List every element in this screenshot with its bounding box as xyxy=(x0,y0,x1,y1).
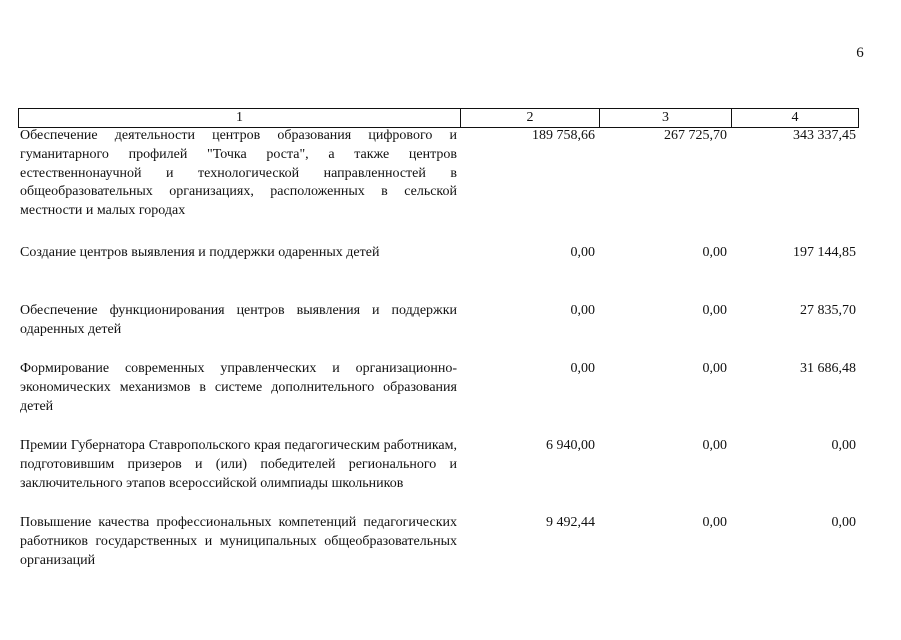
row-value-col2: 9 492,44 xyxy=(546,515,595,530)
row-value-col2: 6 940,00 xyxy=(546,438,595,453)
row-value-col3: 0,00 xyxy=(702,515,727,530)
table-row xyxy=(18,127,858,221)
row-description: Создание центров выявления и поддержки одаренных детей xyxy=(20,245,380,260)
row-description: Формирование современных управленческих и организационно-экономических механизмов в системе дополнительного образования детей xyxy=(20,361,457,414)
row-value-col2: 0,00 xyxy=(570,245,595,260)
page-number: 6 xyxy=(856,45,864,61)
table-header-row xyxy=(18,108,859,128)
row-value-col4: 343 337,45 xyxy=(793,128,856,143)
row-value-col4: 0,00 xyxy=(831,438,856,453)
table-row xyxy=(18,302,858,340)
row-value-col4: 0,00 xyxy=(831,515,856,530)
header-cell-3: 3 xyxy=(600,109,732,127)
header-cell-1: 1 xyxy=(19,109,461,127)
header-cell-4: 4 xyxy=(732,109,859,127)
row-value-col3: 0,00 xyxy=(702,438,727,453)
row-value-col3: 267 725,70 xyxy=(664,128,727,143)
row-value-col2: 0,00 xyxy=(570,303,595,318)
row-description: Обеспечение функционирования центров выявления и поддержки одаренных детей xyxy=(20,303,457,337)
row-description: Обеспечение деятельности центров образования цифрового и гуманитарного профилей "Точка роста", а также центров естественнонаучной и технологической направленностей в общеобразовательных организациях, расположенных в сельской местности и малых городах xyxy=(20,128,457,219)
row-value-col2: 189 758,66 xyxy=(532,128,595,143)
row-value-col3: 0,00 xyxy=(702,303,727,318)
row-value-col4: 31 686,48 xyxy=(800,361,856,376)
table-row xyxy=(18,437,858,493)
row-value-col2: 0,00 xyxy=(570,361,595,376)
row-value-col3: 0,00 xyxy=(702,361,727,376)
row-description: Повышение качества профессиональных компетенций педагогических работников государственных и муниципальных общеобразовательных организаций xyxy=(20,515,457,568)
row-value-col4: 197 144,85 xyxy=(793,245,856,260)
row-value-col4: 27 835,70 xyxy=(800,303,856,318)
table-row xyxy=(18,360,858,416)
header-cell-2: 2 xyxy=(461,109,600,127)
table-row xyxy=(18,514,858,570)
row-value-col3: 0,00 xyxy=(702,245,727,260)
row-description: Премии Губернатора Ставропольского края педагогическим работникам, подготовившим призеров и (или) победителей регионального и заключительного этапов всероссийской олимпиады школьников xyxy=(20,438,457,491)
table-row xyxy=(18,244,858,263)
